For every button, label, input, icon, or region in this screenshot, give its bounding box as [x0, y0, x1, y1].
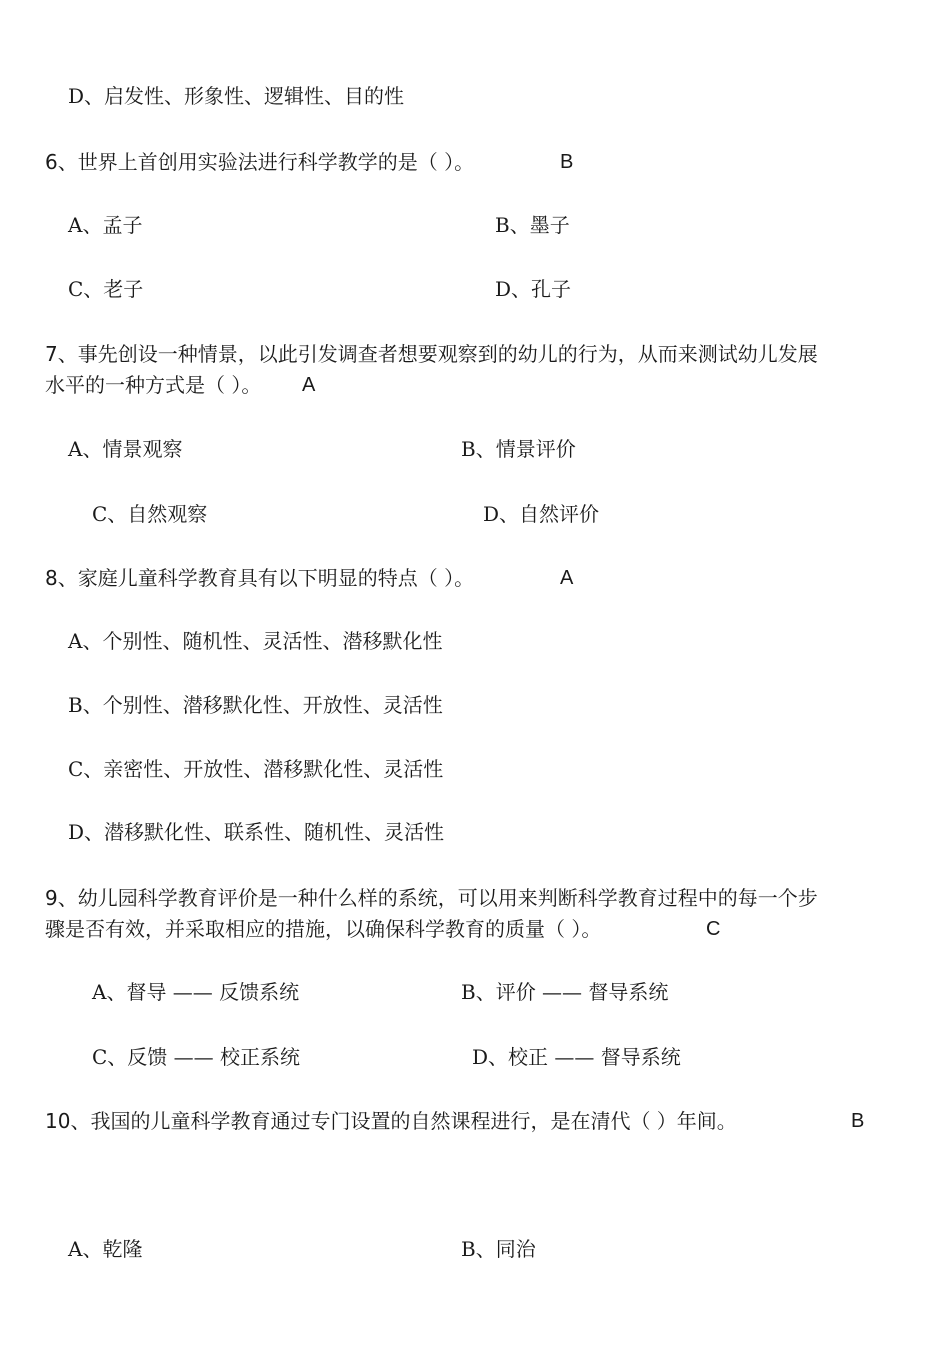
q8-option-d: D、潜移默化性、联系性、随机性、灵活性 [68, 820, 445, 844]
q10-question: 10、我国的儿童科学教育通过专门设置的自然课程进行，是在清代（ ）年间。 [45, 1109, 737, 1133]
q10-option-b: B、同治 [461, 1237, 536, 1261]
q7-option-d: D、自然评价 [483, 502, 600, 526]
q6-question: 6、世界上首创用实验法进行科学教学的是（ ）。 [45, 150, 475, 174]
q9-answer: C [706, 918, 721, 940]
q10-answer: B [851, 1110, 865, 1132]
q7-option-b: B、情景评价 [461, 437, 576, 461]
q10-option-a: A、乾隆 [68, 1237, 143, 1261]
q5-option-d: D、启发性、形象性、逻辑性、目的性 [68, 84, 405, 108]
q9-option-d: D、校正 —— 督导系统 [472, 1045, 681, 1069]
q7-answer: A [302, 374, 316, 396]
q9-option-b: B、评价 —— 督导系统 [461, 980, 669, 1004]
q8-option-c: C、亲密性、开放性、潜移默化性、灵活性 [68, 757, 444, 781]
q8-option-a: A、个别性、随机性、灵活性、潜移默化性 [68, 629, 443, 653]
q7-question-line2: 水平的一种方式是（ ）。 [45, 373, 262, 397]
q9-option-a: A、督导 —— 反馈系统 [92, 980, 300, 1004]
q6-option-c: C、老子 [68, 277, 144, 301]
q7-option-c: C、自然观察 [92, 502, 208, 526]
q9-question-line2: 骤是否有效，并采取相应的措施，以确保科学教育的质量（ ）。 [45, 917, 602, 941]
q6-option-a: A、孟子 [68, 213, 143, 237]
q9-question-line1: 9、幼儿园科学教育评价是一种什么样的系统，可以用来判断科学教育过程中的每一个步 [45, 886, 818, 910]
q8-option-b: B、个别性、潜移默化性、开放性、灵活性 [68, 693, 443, 717]
q6-option-b: B、墨子 [495, 213, 570, 237]
q6-option-d: D、孔子 [495, 277, 572, 301]
q6-answer: B [560, 151, 574, 173]
q8-answer: A [560, 567, 574, 589]
q7-question-line1: 7、事先创设一种情景，以此引发调查者想要观察到的幼儿的行为，从而来测试幼儿发展 [45, 342, 818, 366]
q7-option-a: A、情景观察 [68, 437, 183, 461]
q9-option-c: C、反馈 —— 校正系统 [92, 1045, 301, 1069]
q8-question: 8、家庭儿童科学教育具有以下明显的特点（ ）。 [45, 566, 475, 590]
